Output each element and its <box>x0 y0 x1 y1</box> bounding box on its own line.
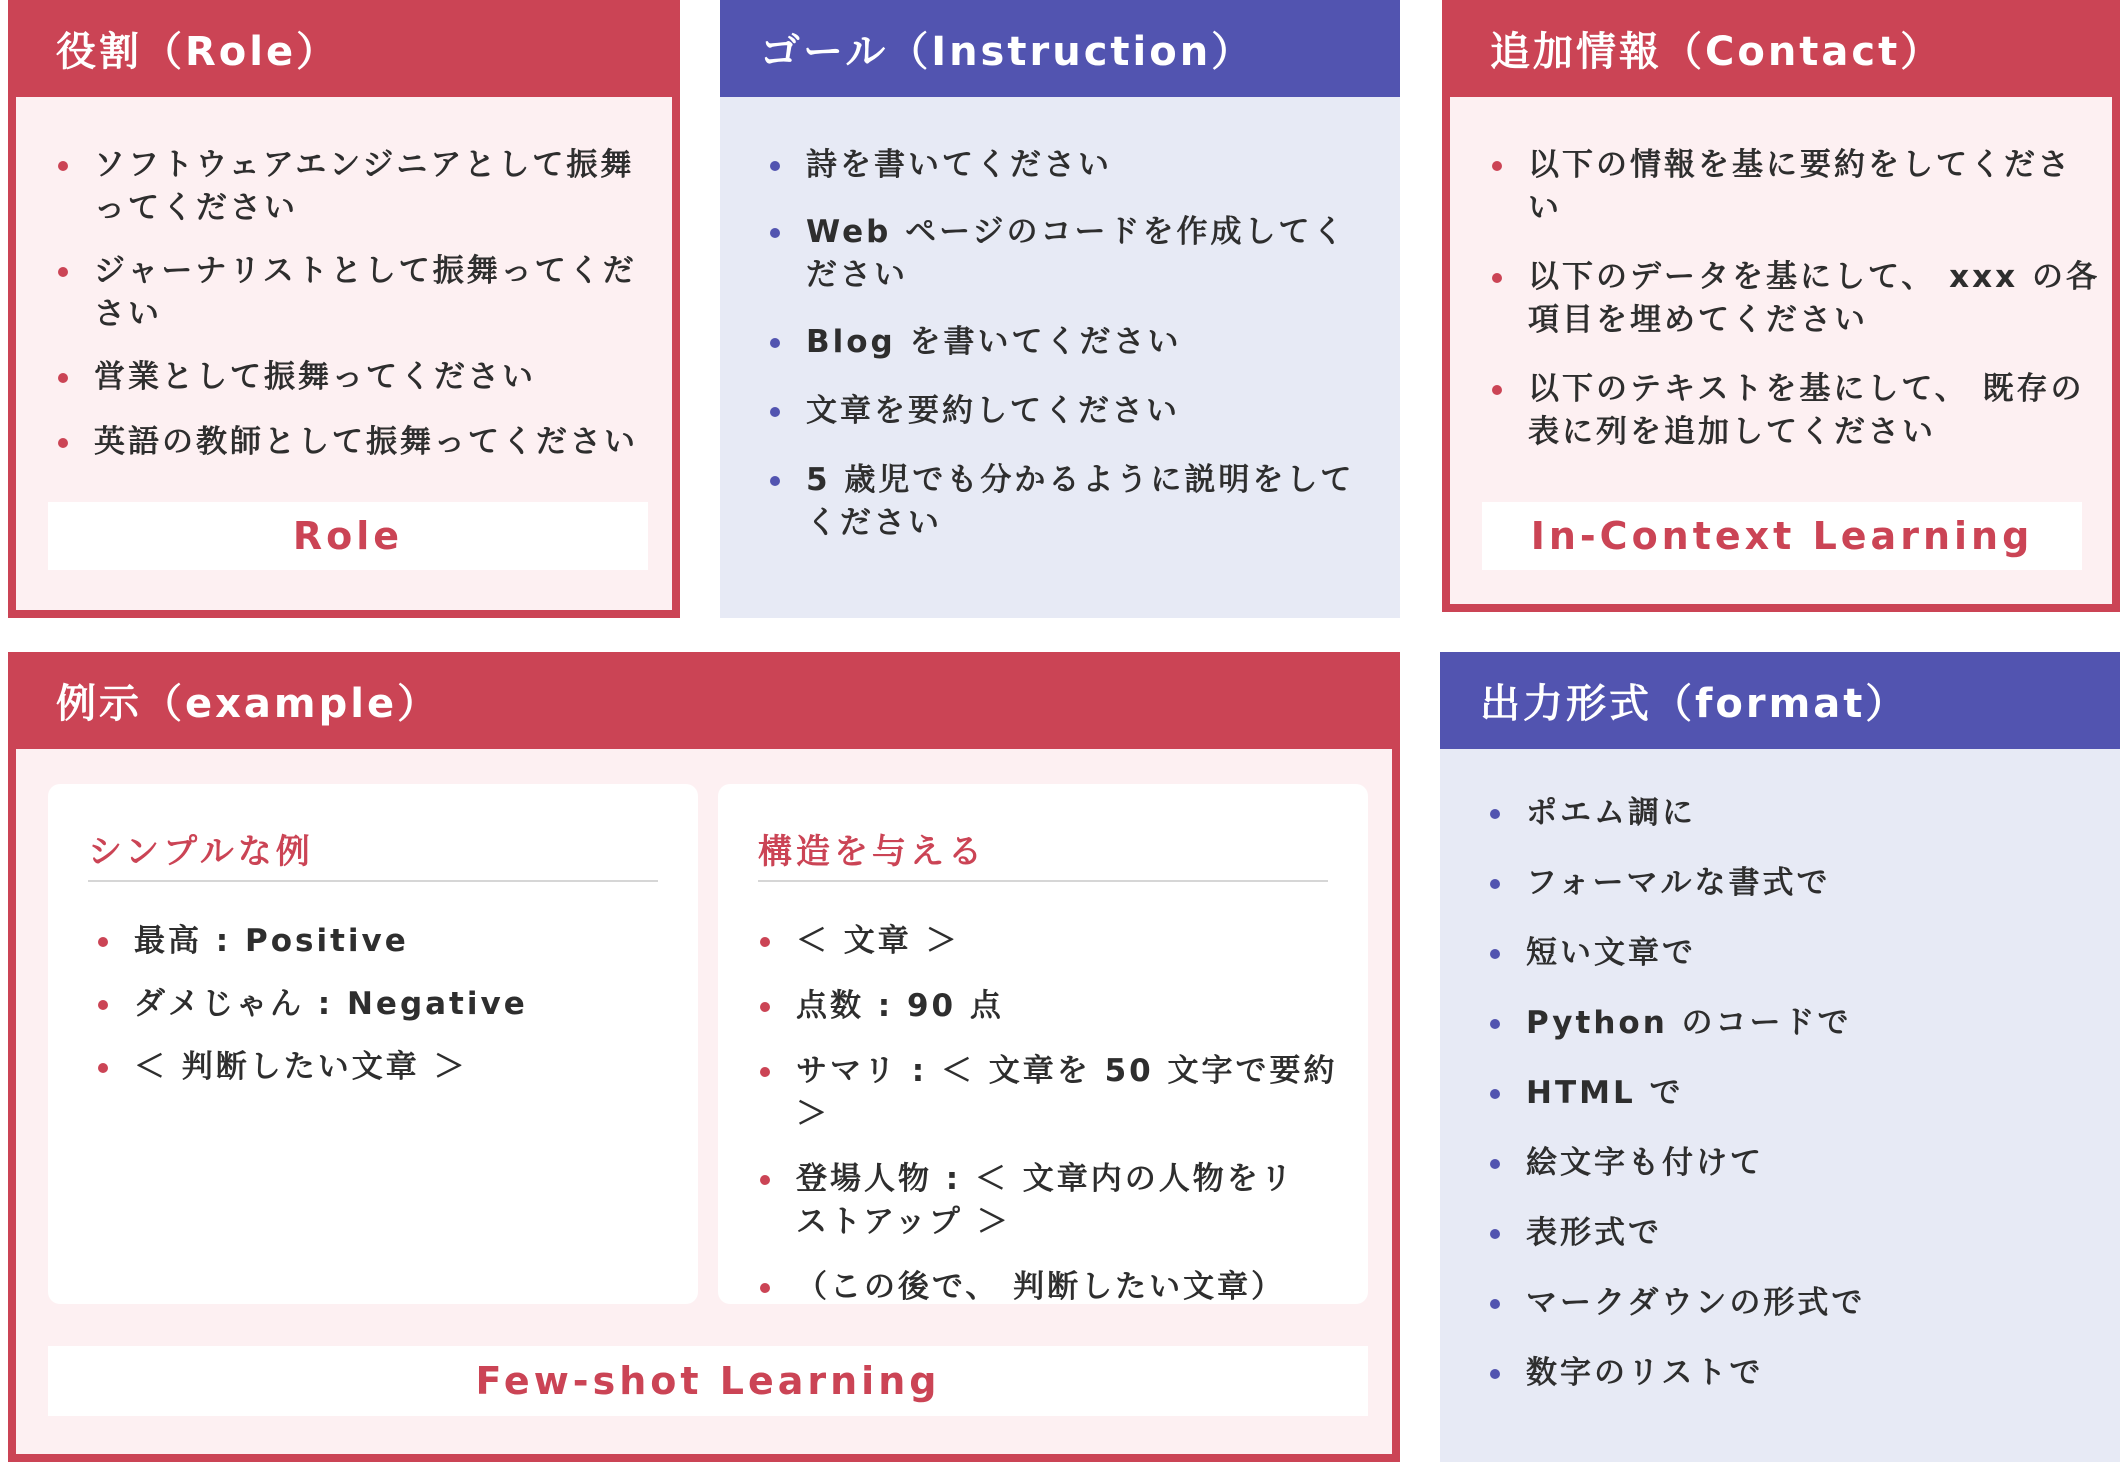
list-item: ＜ 判断したい文章 ＞ <box>96 1046 676 1089</box>
structured-example-title: 構造を与える <box>758 832 986 872</box>
list-item: Python のコードで <box>1488 1002 2098 1045</box>
role-panel <box>8 0 680 618</box>
format-list <box>1488 792 2098 1395</box>
list-item: 以下のデータを基にして、 xxx の各項目を埋めてください <box>1490 256 2100 342</box>
card-divider <box>88 880 658 882</box>
role-header: 役割（Role） <box>8 0 680 97</box>
example-header: 例示（example） <box>8 652 1400 749</box>
simple-example-card <box>48 784 698 1304</box>
format-header: 出力形式（format） <box>1440 652 2120 749</box>
list-item: ポエム調に <box>1488 792 2098 835</box>
format-panel <box>1440 652 2120 1462</box>
role-list <box>56 144 656 464</box>
list-item: ＜ 文章 ＞ <box>758 920 1348 963</box>
context-technique-label: In-Context Learning <box>1482 502 2082 570</box>
example-technique-label: Few-shot Learning <box>48 1346 1368 1416</box>
list-item: 以下のテキストを基にして、 既存の表に列を追加してください <box>1490 368 2100 454</box>
list-item: ジャーナリストとして振舞ってください <box>56 250 656 336</box>
list-item: 登場人物 : ＜ 文章内の人物をリストアップ ＞ <box>758 1158 1296 1244</box>
list-item: Web ページのコードを作成してください <box>768 211 1380 297</box>
structured-example-list <box>758 920 1348 1309</box>
context-panel <box>1442 0 2120 612</box>
list-item: 短い文章で <box>1488 932 2098 975</box>
list-item: （この後で、 判断したい文章） <box>758 1266 1348 1309</box>
card-divider <box>758 880 1328 882</box>
goal-header: ゴール（Instruction） <box>720 0 1400 97</box>
list-item: 詩を書いてください <box>768 144 1380 187</box>
list-item: 最高 : Positive <box>96 920 676 963</box>
list-item: 点数 : 90 点 <box>758 985 1348 1028</box>
simple-example-list <box>96 920 676 1089</box>
list-item: 数字のリストで <box>1488 1352 2098 1395</box>
list-item: ダメじゃん : Negative <box>96 983 676 1026</box>
goal-list <box>768 144 1380 545</box>
list-item: 営業として振舞ってください <box>56 356 656 399</box>
list-item: 文章を要約してください <box>768 390 1380 433</box>
example-panel <box>8 652 1400 1462</box>
list-item: フォーマルな書式で <box>1488 862 2098 905</box>
list-item: 絵文字も付けて <box>1488 1142 2098 1185</box>
context-header: 追加情報（Contact） <box>1442 0 2120 97</box>
role-technique-label: Role <box>48 502 648 570</box>
list-item: 5 歳児でも分かるように説明をしてください <box>768 459 1366 545</box>
structured-example-card <box>718 784 1368 1304</box>
list-item: マークダウンの形式で <box>1488 1282 2098 1325</box>
list-item: HTML で <box>1488 1072 2098 1115</box>
list-item: ソフトウェアエンジニアとして振舞ってください <box>56 144 656 230</box>
context-list <box>1490 144 2100 454</box>
list-item: 以下の情報を基に要約をしてください <box>1490 144 2100 230</box>
list-item: サマリ : ＜ 文章を 50 文字で要約 ＞ <box>758 1050 1348 1136</box>
goal-panel <box>720 0 1400 618</box>
list-item: 英語の教師として振舞ってください <box>56 421 656 464</box>
simple-example-title: シンプルな例 <box>88 832 314 872</box>
list-item: Blog を書いてください <box>768 321 1380 364</box>
list-item: 表形式で <box>1488 1212 2098 1255</box>
